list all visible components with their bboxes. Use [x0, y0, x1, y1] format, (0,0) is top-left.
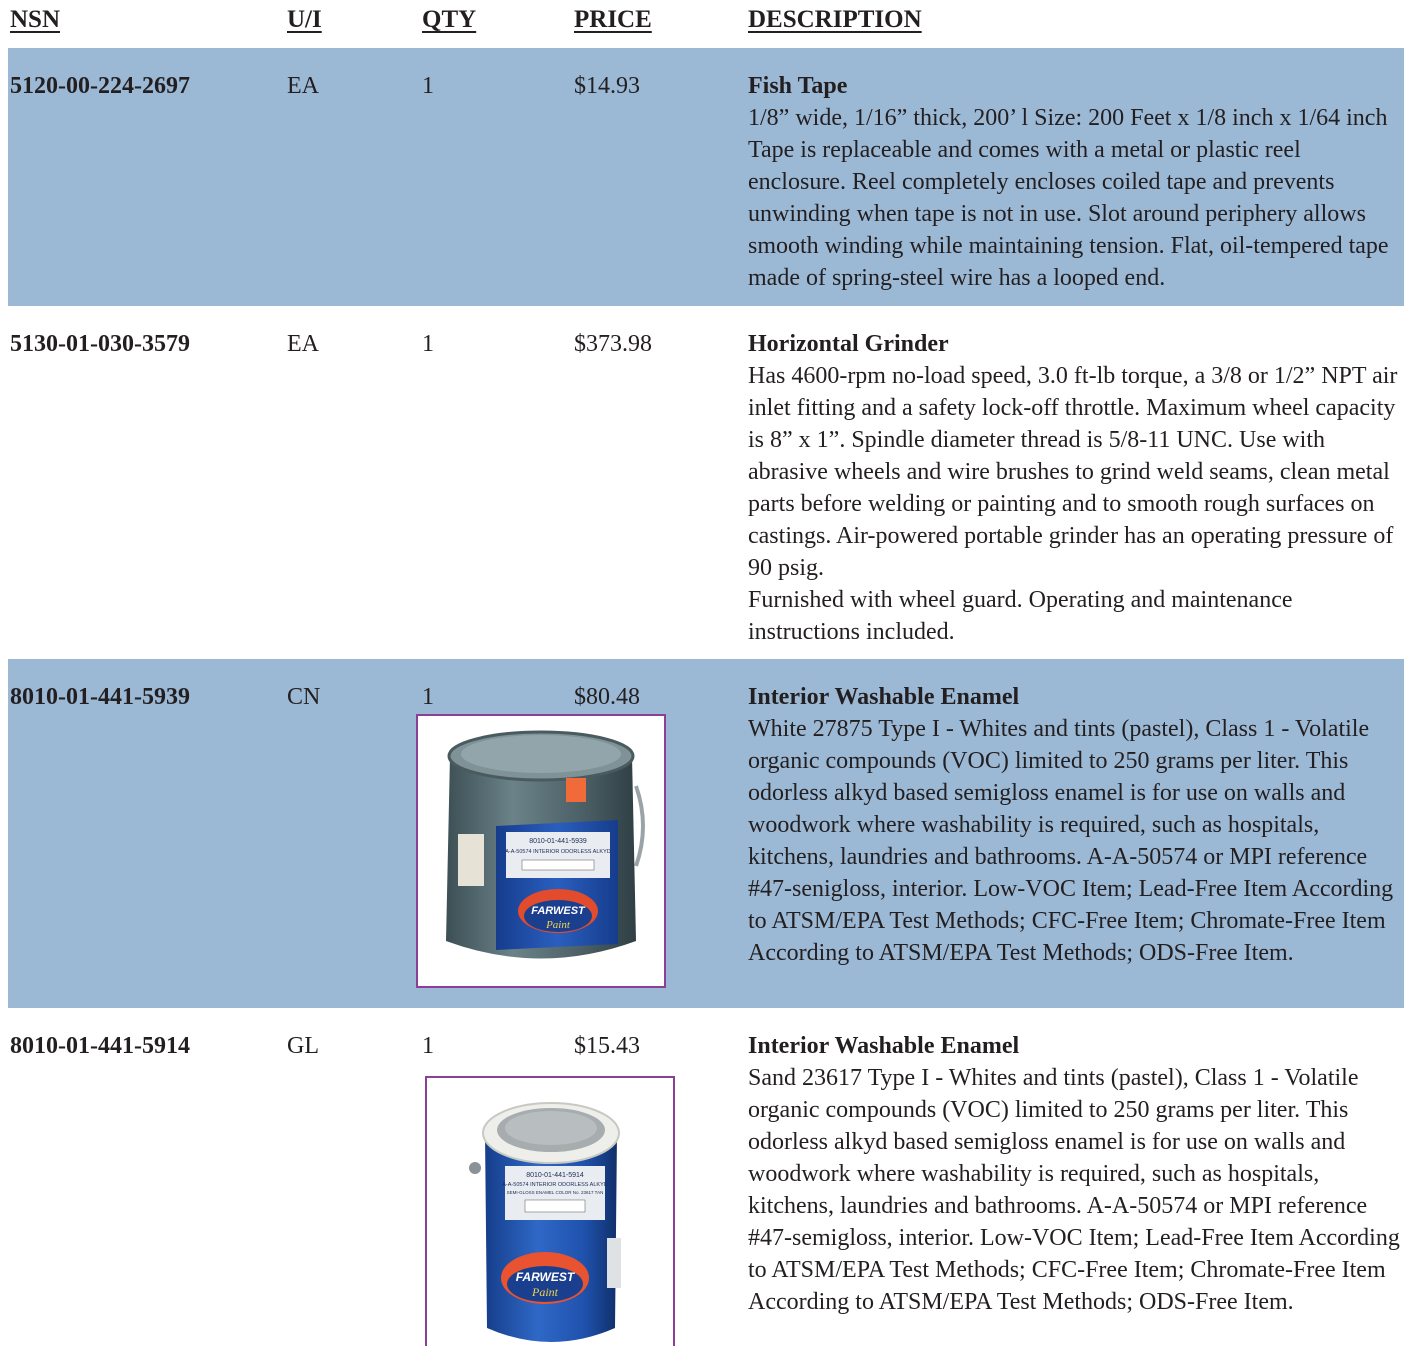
- item-description: Sand 23617 Type I - Whites and tints (pastel), Class 1 - Volatile organic compounds (VOC) limited to 250 grams per liter. This odorless alkyd based semigloss enamel is for use on walls and woodwork where washability is required, such as hospitals, kitchens, laundries and bathrooms. A-A-50574 or MPI reference #47-semigloss, interior. Low-VOC Item; Lead-Free Item According to ATSM/EPA Test Methods; CFC-Free Item; Chromate-Free Item According to ATSM/EPA Test Methods; ODS-Free Item.: [748, 1065, 1400, 1315]
- paint-can-gallon-image: [427, 1078, 673, 1346]
- table-row: [8, 1008, 1404, 1346]
- header-price: PRICE: [574, 6, 652, 33]
- item-description: Has 4600-rpm no-load speed, 3.0 ft-lb torque, a 3/8 or 1/2” NPT air inlet fitting and a safety lock-off throttle. Maximum wheel capacity is 8” x 1”. Spindle diameter thread is 5/8-11 UNC. Use with abrasive wheels and wire brushes to grind weld seams, clean metal parts before welding or painting and to smooth rough surfaces on castings. Air-powered portable grinder has an operating pressure of 90 psig.: [748, 363, 1398, 581]
- ui-cell: EA: [287, 331, 319, 357]
- product-image: [416, 714, 666, 988]
- table-row: [8, 659, 1404, 1008]
- nsn-cell: 5120-00-224-2697: [10, 73, 190, 99]
- qty-cell: 1: [422, 73, 434, 99]
- qty-cell: 1: [422, 1033, 434, 1059]
- warning-sticker: [458, 834, 484, 886]
- ui-cell: EA: [287, 73, 319, 99]
- svg-text:A-A-50574 INTERIOR ODORLESS AL: A-A-50574 INTERIOR ODORLESS ALKYD: [502, 1182, 608, 1188]
- svg-text:SEMI-GLOSS ENAMEL COLOR No. 23: SEMI-GLOSS ENAMEL COLOR No. 23617 TAN: [506, 1190, 604, 1195]
- nsn-cell: 8010-01-441-5914: [10, 1033, 190, 1059]
- item-description: 1/8” wide, 1/16” thick, 200’ l Size: 200 Feet x 1/8 inch x 1/64 inch Tape is replaceable and comes with a metal or plastic reel enclosure. Reel completely encloses coiled tape and prevents unwinding when tape is not in use. Slot around periphery allows smooth winding while maintaining tension. Flat, oil-tempered tape made of spring-steel wire has a looped end.: [748, 105, 1389, 291]
- item-description: White 27875 Type I - Whites and tints (pastel), Class 1 - Volatile organic compounds (VOC) limited to 250 grams per liter. This odorless alkyd based semigloss enamel is for use on walls and woodwork where washability is required, such as hospitals, kitchens, laundries and bathrooms. A-A-50574 or MPI reference #47-senigloss, interior. Low-VOC Item; Lead-Free Item According to ATSM/EPA Test Methods; CFC-Free Item; Chromate-Free Item According to ATSM/EPA Test Methods; ODS-Free Item.: [748, 716, 1394, 966]
- header-nsn: NSN: [10, 6, 61, 33]
- qty-cell: 1: [422, 684, 434, 710]
- paint-can-5gal-image: [418, 716, 664, 986]
- svg-text:8010-01-441-5939: 8010-01-441-5939: [529, 838, 587, 845]
- description-cell: [748, 1030, 1404, 1318]
- nsn-cell: 8010-01-441-5939: [10, 684, 190, 710]
- description-cell: [748, 328, 1404, 648]
- product-image: [425, 1076, 675, 1346]
- table-header: [0, 0, 1413, 48]
- svg-text:FARWEST: FARWEST: [515, 1270, 575, 1284]
- header-description: DESCRIPTION: [748, 6, 922, 33]
- svg-text:Paint: Paint: [532, 1285, 558, 1299]
- table-row: [8, 306, 1404, 659]
- description-cell: [748, 70, 1404, 294]
- price-cell: $15.43: [574, 1033, 640, 1059]
- ui-cell: CN: [287, 684, 321, 710]
- qty-cell: 1: [422, 331, 434, 357]
- svg-text:A-A-50574 INTERIOR ODORLESS AL: A-A-50574 INTERIOR ODORLESS ALKYD: [505, 849, 611, 855]
- svg-text:FARWEST: FARWEST: [531, 905, 585, 917]
- svg-text:Paint: Paint: [546, 919, 570, 931]
- svg-text:8010-01-441-5914: 8010-01-441-5914: [526, 1172, 584, 1179]
- price-cell: $14.93: [574, 73, 640, 99]
- item-title: Interior Washable Enamel: [748, 684, 1020, 710]
- item-title: Fish Tape: [748, 73, 848, 99]
- ui-cell: GL: [287, 1033, 319, 1059]
- table-row: [8, 48, 1404, 306]
- item-title: Horizontal Grinder: [748, 331, 949, 357]
- item-description-extra: Furnished with wheel guard. Operating and maintenance instructions included.: [748, 587, 1293, 645]
- nsn-cell: 5130-01-030-3579: [10, 331, 190, 357]
- price-cell: $373.98: [574, 331, 652, 357]
- header-ui: U/I: [287, 6, 322, 33]
- price-cell: $80.48: [574, 684, 640, 710]
- description-cell: [748, 681, 1404, 969]
- header-qty: QTY: [422, 6, 477, 33]
- item-title: Interior Washable Enamel: [748, 1033, 1020, 1059]
